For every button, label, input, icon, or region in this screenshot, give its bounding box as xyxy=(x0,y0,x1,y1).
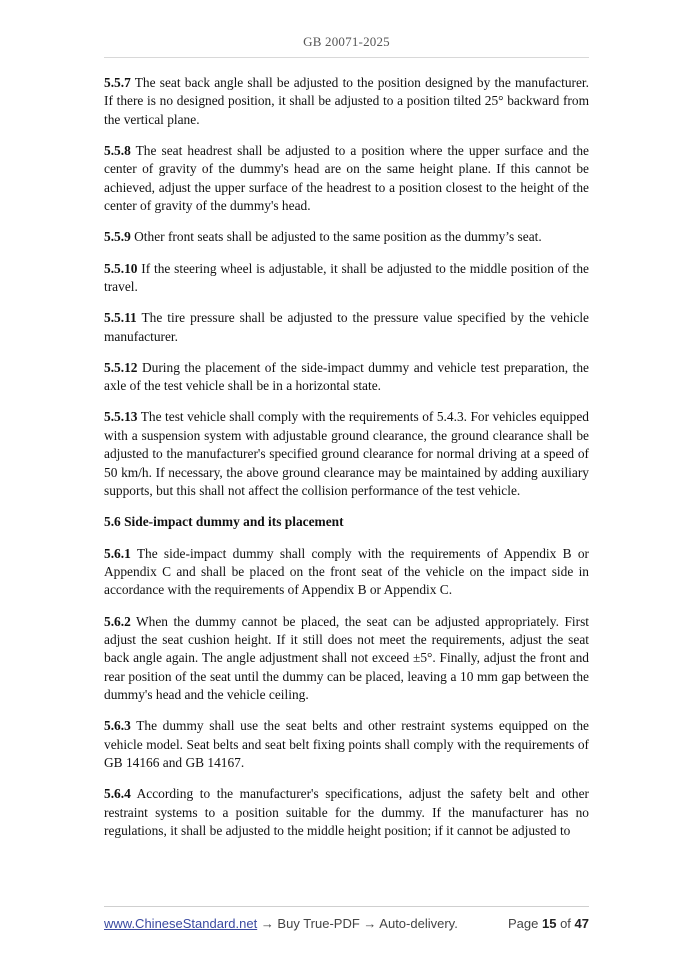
clause-number: 5.6.2 xyxy=(104,613,131,629)
total-page-number: 47 xyxy=(574,916,589,931)
clause-5-5-7 xyxy=(104,74,589,129)
clause-text: If the steering wheel is adjustable, it shall be adjusted to the middle position of the travel. xyxy=(104,260,589,295)
current-page-number: 15 xyxy=(541,916,557,931)
clause-number: 5.5.11 xyxy=(104,310,137,326)
footer-tagline: → Buy True-PDF → Auto-delivery. xyxy=(257,916,458,931)
clause-5-6-4 xyxy=(104,785,589,840)
clause-5-5-8 xyxy=(104,142,589,216)
clause-text: The tire pressure shall be adjusted to the pressure value specified by the vehicle manufacturer. xyxy=(104,310,589,344)
footer-divider xyxy=(104,906,589,907)
clause-5-6-2 xyxy=(104,613,589,705)
clause-number: 5.5.7 xyxy=(104,75,131,90)
clause-text: Other front seats shall be adjusted to the same position as the dummy’s seat. xyxy=(130,229,542,245)
clause-number: 5.5.9 xyxy=(104,229,131,245)
clause-number: 5.5.13 xyxy=(104,409,138,425)
clause-text: During the placement of the side-impact dummy and vehicle test preparation, the axle of the test vehicle shall be in a horizontal state. xyxy=(104,359,589,394)
clause-number: 5.6.1 xyxy=(104,545,131,561)
clause-5-5-10 xyxy=(104,260,589,297)
header-divider xyxy=(104,57,589,58)
clause-text: The dummy shall use the seat belts and other restraint systems equipped on the vehicle model. Seat belts and seat belt fixing points shall comply with the requirements of GB 14166 and GB 14167. xyxy=(104,718,589,771)
clause-text: According to the manufacturer's specifications, adjust the safety belt and other restraint systems to a position suitable for the dummy. If the manufacturer has no regulations, it shall be adjusted to the middle height position; if it cannot be adjusted to xyxy=(104,786,589,839)
clause-text: The test vehicle shall comply with the requirements of 5.4.3. For vehicles equipped with a suspension system with adjustable ground clearance, the ground clearance shall be adjusted to the manufacturer's specified ground clearance for normal driving at a speed of 50 km/h. If necessary, the above ground clearance may be maintained by adding auxiliary supports, but this shall not affect the collision performance of the test vehicle. xyxy=(104,409,589,499)
clause-5-5-11 xyxy=(104,309,589,346)
page-indicator xyxy=(508,916,589,931)
clause-5-5-12 xyxy=(104,359,589,396)
clause-5-5-13 xyxy=(104,408,589,500)
clause-text: The side-impact dummy shall comply with the requirements of Appendix B or Appendix C and shall be placed on the front seat of the vehicle on the impact side in accordance with the requirements of Appendix B or Appendix C. xyxy=(104,545,589,598)
clause-5-6-3 xyxy=(104,717,589,772)
page-prefix: Page xyxy=(508,916,542,931)
page-of: of xyxy=(556,916,575,931)
page-header: GB 20071-2025 xyxy=(303,34,390,49)
footer-promo xyxy=(104,916,458,931)
clause-number: 5.5.8 xyxy=(104,143,131,159)
clause-number: 5.6.4 xyxy=(104,786,131,802)
page-body xyxy=(104,74,589,853)
clause-text: When the dummy cannot be placed, the seat can be adjusted appropriately. First adjust the seat cushion height. If it still does not meet the requirements, adjust the seat back angle again. The angle adjustment shall not exceed ±5°. Finally, adjust the front and rear position of the seat until the dummy can be placed, leaving a 10 mm gap between the dummy's head and the vehicle ceiling. xyxy=(104,613,589,703)
section-heading: 5.6 Side-impact dummy and its placement xyxy=(104,514,344,530)
clause-number: 5.5.10 xyxy=(104,260,138,276)
clause-text: The seat back angle shall be adjusted to the position designed by the manufacturer. If there is no designed position, it shall be adjusted to a position tilted 25° backward from the vertical plane. xyxy=(104,75,589,127)
clause-number: 5.6.3 xyxy=(104,718,131,734)
site-link[interactable]: www.ChineseStandard.net xyxy=(104,916,258,931)
clause-5-6-1 xyxy=(104,545,589,600)
clause-number: 5.5.12 xyxy=(104,359,138,375)
clause-text: The seat headrest shall be adjusted to a position where the upper surface and the center of gravity of the dummy's head are on the same height plane. If this cannot be achieved, adjust the upper surface of the headrest to a position closest to the height of the center of gravity of the dummy's head. xyxy=(104,143,589,214)
clause-5-5-9 xyxy=(104,228,589,246)
